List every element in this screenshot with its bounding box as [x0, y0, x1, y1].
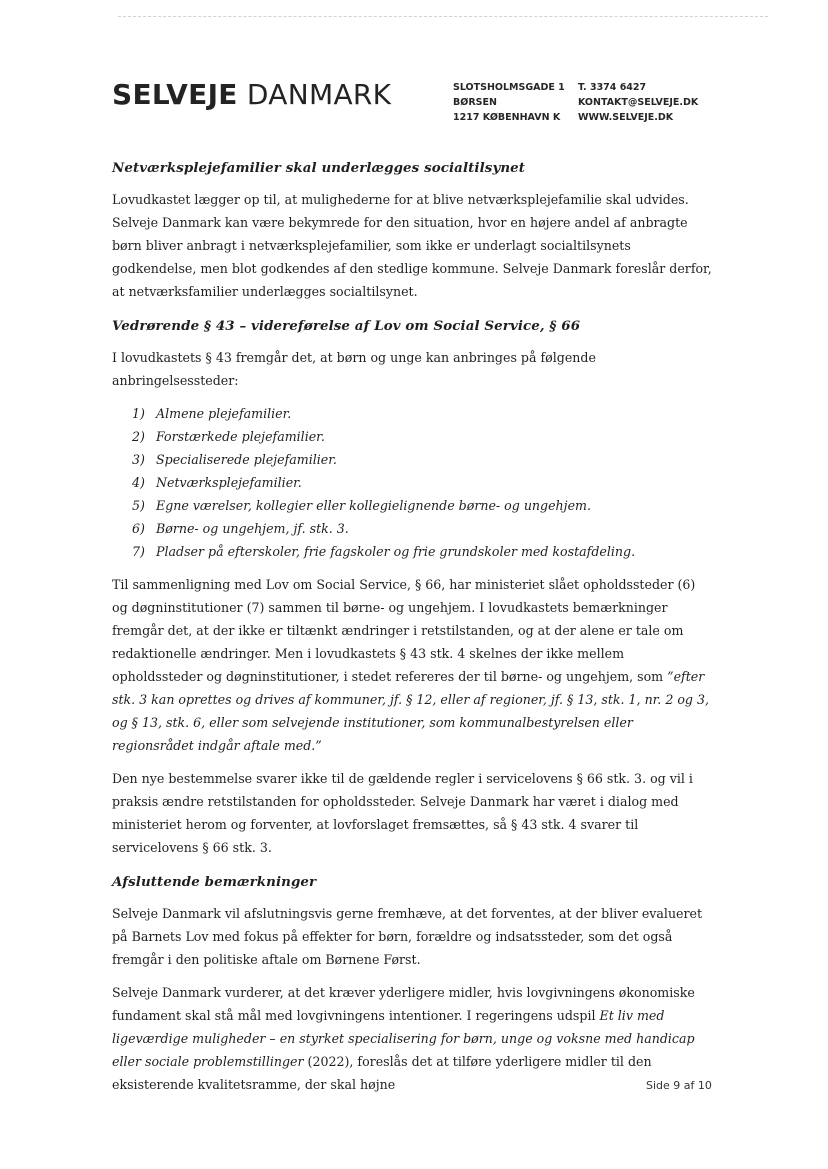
- placement-list: [132, 402, 712, 563]
- email-address: KONTAKT@SELVEJE.DK: [578, 97, 699, 108]
- phone-number: T. 3374 6427: [578, 82, 647, 93]
- paragraph: Til sammenligning med Lov om Social Service, § 66, har ministeriet slået opholdssteder (6) og døgninstitutioner (7) sammen til børne- og ungehjem. I lovudkastets bemærkninger fremgår det, at der ikke er tiltænkt ændringer i retstilstanden, og at der alene er tale om redaktionelle ændringer. Men i lovudkastets § 43 stk. 4 skelnes der ikke mellem opholdssteder og døgninstitutioner, i stedet refereres der til børne- og ungehjem, som ”efter stk. 3 kan oprettes og drives af kommuner, jf. § 12, eller af regioner, jf. § 13, stk. 1, nr. 2 og 3, og § 13, stk. 6, eller som selvejende institutioner, som kommunalbestyrelsen eller regionsrådet indgår aftale med.”: [112, 577, 709, 753]
- section-heading-paragraf-43: Vedrørende § 43 – videreførelse af Lov om Social Service, § 66: [112, 318, 581, 334]
- list-item: 5) Egne værelser, kollegier eller kollegielignende børne- og ungehjem.: [132, 498, 591, 513]
- list-item: 3) Specialiserede plejefamilier.: [132, 452, 337, 467]
- page-number: Side 9 af 10: [646, 1079, 712, 1092]
- paragraph: Selveje Danmark vurderer, at det kræver yderligere midler, hvis lovgivningens økonomiske fundament skal stå mål med lovgivningens intentioner. I regeringens udspil Et liv med ligeværdige muligheder – en styrket specialisering for børn, unge og voksne med handicap eller sociale problemstillinger (2022), foreslås det at tilføre yderligere midler til den eksisterende kvalitetsramme, der skal højne: [112, 985, 695, 1092]
- address-line: 1217 KØBENHAVN K: [453, 112, 561, 123]
- section-heading-afsluttende: Afsluttende bemærkninger: [112, 874, 317, 890]
- list-item: 6) Børne- og ungehjem, jf. stk. 3.: [132, 521, 349, 536]
- section-heading-netvaerk: Netværksplejefamilier skal underlægges socialtilsynet: [112, 160, 526, 176]
- list-item: 4) Netværksplejefamilier.: [132, 475, 302, 490]
- scan-border-line: [118, 16, 768, 17]
- paragraph: I lovudkastets § 43 fremgår det, at børn og unge kan anbringes på følgende anbringelsessteder:: [112, 350, 596, 388]
- document-body: [112, 160, 712, 1106]
- paragraph: Selveje Danmark vil afslutningsvis gerne fremhæve, at det forventes, at der bliver evalueret på Barnets Lov med fokus på effekter for børn, forældre og indsatssteder, som det også fremgår i den politiske aftale om Børnene Først.: [112, 906, 703, 967]
- website-address: WWW.SELVEJE.DK: [578, 112, 674, 123]
- list-item: 2) Forstærkede plejefamilier.: [132, 429, 325, 444]
- contact-block: [578, 80, 698, 125]
- selveje-danmark-logo: SELVEJE DANMARK: [112, 78, 392, 111]
- quoted-law-text: ”efter stk. 3 kan oprettes og drives af kommuner, jf. § 12, eller af regioner, jf. § 13, stk. 1, nr. 2 og 3, og § 13, stk. 6, eller som selvejende institutioner, som kommunalbestyrelsen eller regionsrådet indgår aftale med.”: [112, 669, 709, 753]
- paragraph: Den nye bestemmelse svarer ikke til de gældende regler i servicelovens § 66 stk. 3. og vil i praksis ændre retstilstanden for opholdssteder. Selveje Danmark har været i dialog med ministeriet herom og forventer, at lovforslaget fremsættes, så § 43 stk. 4 svarer til servicelovens § 66 stk. 3.: [112, 771, 693, 855]
- address-line: SLOTSHOLMSGADE 1: [453, 82, 565, 93]
- list-item: 7) Pladser på efterskoler, frie fagskoler og frie grundskoler med kostafdeling.: [132, 544, 636, 559]
- list-item: 1) Almene plejefamilier.: [132, 406, 292, 421]
- address-block: [453, 80, 565, 125]
- address-line: BØRSEN: [453, 97, 497, 108]
- publication-title: Et liv med ligeværdige muligheder – en styrket specialisering for børn, unge og voksne med handicap eller sociale problemstillinger: [112, 1008, 695, 1069]
- paragraph: Lovudkastet lægger op til, at mulighederne for at blive netværksplejefamilie skal udvides. Selveje Danmark kan være bekymrede for den situation, hvor en højere andel af anbragte børn bliver anbragt i netværksplejefamilier, som ikke er underlagt socialtilsynets godkendelse, men blot godkendes af den stedlige kommune. Selveje Danmark foreslår derfor, at netværksfamilier underlægges socialtilsynet.: [112, 192, 712, 299]
